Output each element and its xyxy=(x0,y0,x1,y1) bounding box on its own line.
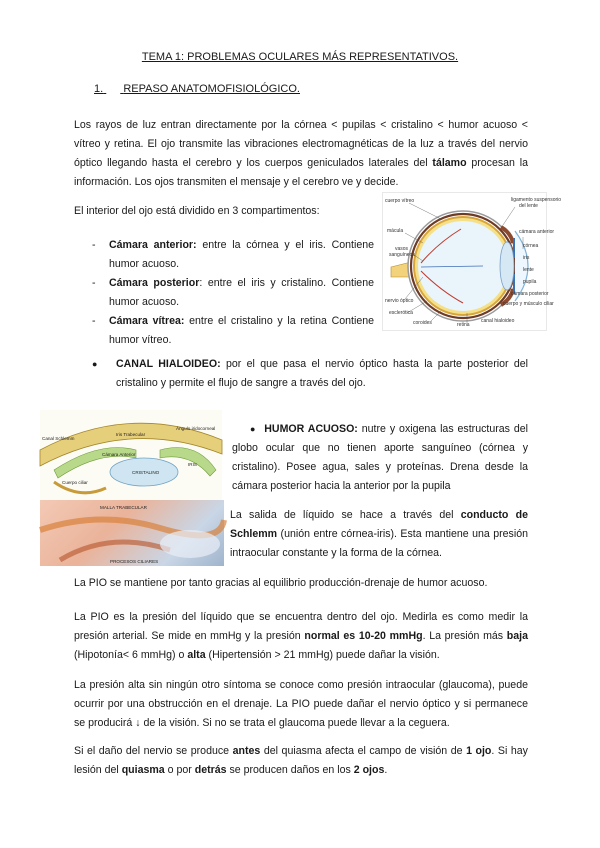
last-k: . xyxy=(384,764,388,776)
humor-bullet: ● HUMOR ACUOSO: nutre y oxigena las estructuras del globo ocular que no tienen aporte sanguíneo (córnea y cristalino). Posee agua, sales y proteínas. Drena desde la cámara posterior hacia la anterior por la pupila xyxy=(232,423,529,492)
item-term: Cámara posterior xyxy=(109,277,200,289)
pio2-g: (Hipertensión > 21 mmHg) puede dañar la visión. xyxy=(205,649,440,661)
canal-term: CANAL HIALOIDEO: xyxy=(116,358,221,370)
label-lente: lente xyxy=(523,267,534,273)
compartments-list xyxy=(92,236,374,350)
humor-term: HUMOR ACUOSO: xyxy=(264,423,358,435)
pio-paragraph-1: La PIO se mantiene por tanto gracias al equilibrio producción-drenaje de humor acuoso. xyxy=(74,577,488,589)
label-iris: iris xyxy=(523,255,530,261)
pio2-c: . La presión más xyxy=(422,630,507,642)
trabecular-photo xyxy=(40,500,224,566)
label-sanguineos: sanguíneos xyxy=(389,252,415,258)
label-macula: mácula xyxy=(387,228,404,234)
label-camara-anterior: Cámara Anterior xyxy=(102,452,136,457)
label-canal-hialoideo: canal hialoideo xyxy=(481,318,515,324)
label-iris: IRIS xyxy=(188,462,197,467)
canal-bullet: ● CANAL HIALOIDEO: por el que pasa el nervio óptico hasta la parte posterior del cristalino y permite el flujo de sangre a través del ojo. xyxy=(92,358,528,389)
last-a: Si el daño del nervio se produce xyxy=(74,745,233,757)
item-term: Cámara vítrea: xyxy=(109,315,185,327)
label-cristalino: CRISTALINO xyxy=(132,470,160,475)
label-procesos-ciliares: PROCESOS CILIARES xyxy=(110,559,159,564)
list-item: - Cámara anterior: entre la córnea y el iris. Contiene humor acuoso. xyxy=(92,239,375,270)
item-term: Cámara anterior: xyxy=(109,239,197,251)
item-desc: entre la córnea y el iris. Contiene humor acuoso. xyxy=(109,239,375,270)
section-title: REPASO ANATOMOFISIOLÓGICO. xyxy=(123,83,300,95)
item-desc: : entre el iris y cristalino. Contiene humor acuoso. xyxy=(109,277,374,308)
label-iris-trabecular: Iris Trabecular xyxy=(116,432,146,437)
list-item: - Cámara vítrea: entre el cristalino y la retina Contiene humor vítreo. xyxy=(92,315,375,346)
intro-bold-talamo: tálamo xyxy=(432,157,467,169)
label-nervio-optico: nervio óptico xyxy=(385,298,414,304)
pio2-baja: baja xyxy=(506,630,528,642)
pio-paragraph-3: La presión alta sin ningún otro síntoma se conoce como presión intraocular (glaucoma), puede ocurrir por una obstrucción en el drenaje. La PIO puede dañar el nervio óptico y si permanece se producirá ↓ de la visión. Si no se trata el glaucoma puede llevar a la ceguera. xyxy=(74,679,528,729)
last-2-ojos: 2 ojos xyxy=(353,764,385,776)
page-title: TEMA 1: PROBLEMAS OCULARES MÁS REPRESENTATIVOS. xyxy=(141,51,459,63)
trabecular-illustration xyxy=(40,500,224,566)
label-pupila: pupila xyxy=(523,279,537,285)
label-canal-schlemm: Canal Schlemm xyxy=(42,436,75,441)
salida-paragraph xyxy=(230,506,528,563)
pio2-a: La PIO es la presión del líquido que se encuentra dentro del ojo. Medirla es como medir la presión arterial. Se mide en mmHg y la presión xyxy=(74,611,528,642)
humor-desc: nutre y oxigena las estructuras del globo ocular que no tienen aporte sanguíneo (córnea y cristalino). Posee agua, sales y proteínas. Drena desde la cámara posterior hacia la anterior por la pupila xyxy=(232,423,529,492)
drainage-diagram xyxy=(40,410,222,500)
last-1-ojo: 1 ojo xyxy=(466,745,492,757)
pio2-e: (Hipotonía< 6 mmHg) o xyxy=(74,649,188,661)
last-c: del quiasma afecta el campo de visión de xyxy=(260,745,467,757)
section-heading xyxy=(94,83,300,95)
list-item: - Cámara posterior: entre el iris y cristalino. Contiene humor acuoso. xyxy=(92,277,374,308)
pio2-normal: normal es 10-20 mmHg xyxy=(304,630,423,642)
salida-text-2: (unión entre córnea-iris). Esta mantiene una presión intraocular constante y la forma de la córnea. xyxy=(230,528,528,559)
label-cornea: córnea xyxy=(523,243,539,249)
last-antes: antes xyxy=(232,745,261,757)
label-del-lente-visible: del lente xyxy=(519,203,538,209)
last-i: se producen daños en los xyxy=(226,764,354,776)
label-retina: retina xyxy=(457,322,470,328)
pio2-alta: alta xyxy=(187,649,206,661)
pio-paragraph-2 xyxy=(74,608,528,665)
compartments-intro: El interior del ojo está dividido en 3 compartimentos: xyxy=(74,205,320,217)
eye-anatomy-figure xyxy=(382,192,562,331)
label-cuerpo-musculo-ciliar: cuerpo y músculo ciliar xyxy=(503,301,554,307)
last-quiasma: quiasma xyxy=(121,764,165,776)
label-esclerotica: esclerótica xyxy=(389,310,413,316)
label-camara-anterior: cámara anterior xyxy=(519,229,555,235)
last-detras: detrás xyxy=(194,764,227,776)
label-malla-trabecular: MALLA TRABECULAR xyxy=(100,505,147,510)
last-g: o por xyxy=(164,764,195,776)
section-number: 1. xyxy=(94,83,104,95)
salida-bold: conducto de Schlemm xyxy=(230,509,528,540)
last-e: . Si hay lesión del xyxy=(74,745,528,776)
intro-text-2: procesan la información. Los ojos transmiten el mensaje y el cerebro ve y decide. xyxy=(74,157,528,188)
label-cuerpo-vitreo: cuerpo vítreo xyxy=(385,198,415,204)
item-desc: entre el cristalino y la retina Contiene humor vítreo. xyxy=(109,315,375,346)
final-paragraph xyxy=(74,742,528,780)
eye-anatomy-diagram xyxy=(383,193,562,330)
drainage-figure xyxy=(40,410,222,500)
canal-desc: por el que pasa el nervio óptico hasta la parte posterior del cristalino y permite el flujo de sangre a través del ojo. xyxy=(116,358,528,389)
label-vasos: vasos xyxy=(395,246,409,252)
intro-text-1: Los rayos de luz entran directamente por la córnea < pupilas < cristalino < humor acuoso < vítreo y retina. El ojo transmite las vibraciones electromagnéticas de la luz a través del nervio óptico llegando hasta el cerebro y los cuerpos geniculados laterales del xyxy=(74,119,528,169)
salida-text-1: La salida de líquido se hace a través del xyxy=(230,509,461,521)
label-cuerpo-ciliar: Cuerpo ciliar xyxy=(62,480,88,485)
label-ligamento: ligamento suspensorio xyxy=(511,197,562,203)
label-coroides: coroides xyxy=(413,320,432,326)
label-camara-posterior: cámara posterior xyxy=(511,291,549,297)
label-angulo: Ángulo iridocorneal xyxy=(176,426,216,431)
intro-paragraph xyxy=(74,116,528,192)
